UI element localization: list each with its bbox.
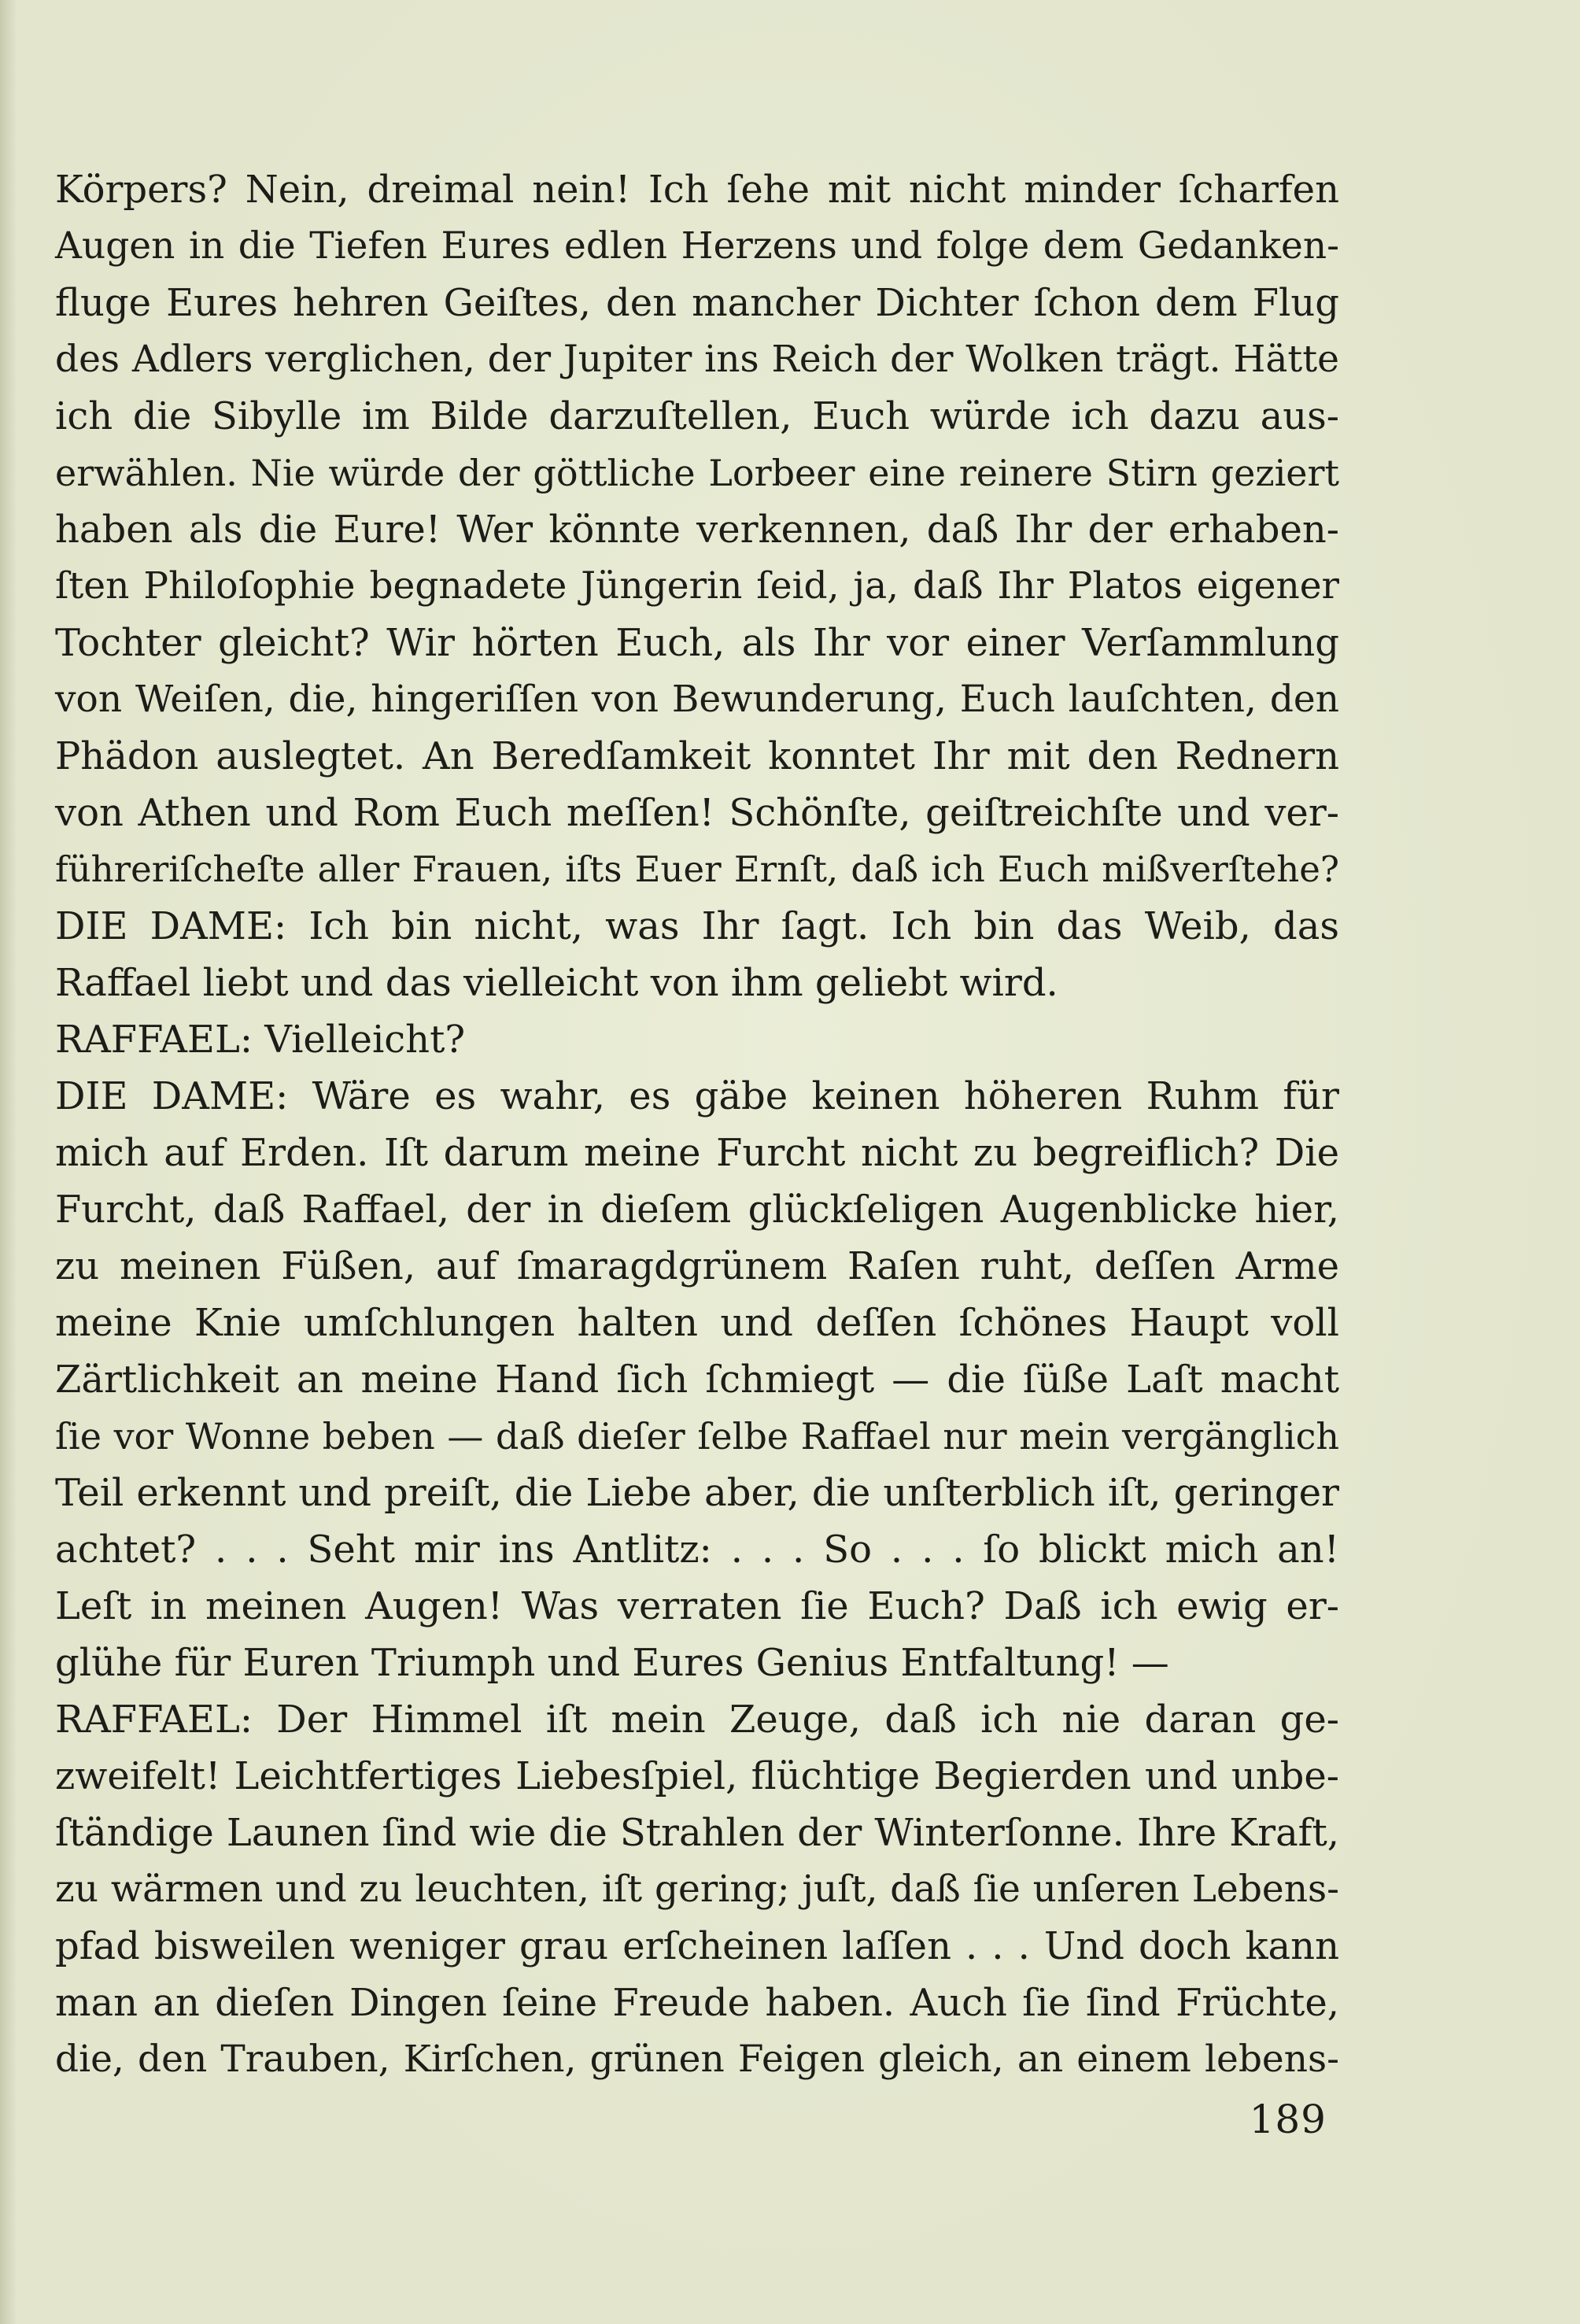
- text-line: mich auf Erden. Iſt darum meine Furcht nicht zu begreiflich? Die: [55, 1131, 1339, 1175]
- text-line: von Weiſen, die, hingeriſſen von Bewunderung, Euch lauſchten, den: [55, 678, 1339, 721]
- text-line: glühe für Euren Triumph und Eures Genius Entfaltung! —: [55, 1641, 1169, 1685]
- text-line: zu wärmen und zu leuchten, iſt gering; juſt, daß ſie unſeren Lebens-: [55, 1868, 1339, 1911]
- text-line: Augen in die Tiefen Eures edlen Herzens und folge dem Gedanken-: [55, 224, 1339, 268]
- text-line: zu meinen Füßen, auf ſmaragdgrünem Raſen ruht, deſſen Arme: [55, 1244, 1339, 1288]
- text-line: RAFFAEL: Der Himmel iſt mein Zeuge, daß ich nie daran ge-: [55, 1698, 1339, 1742]
- text-line: Furcht, daß Raffael, der in dieſem glückſeligen Augenblicke hier,: [55, 1188, 1339, 1232]
- text-line: fluge Eures hehren Geiſtes, den mancher Dichter ſchon dem Flug: [55, 281, 1339, 325]
- text-line: Tochter gleicht? Wir hörten Euch, als Ihr vor einer Verſammlung: [55, 621, 1339, 665]
- text-line: ſtändige Launen ſind wie die Strahlen der Winterſonne. Ihre Kraft,: [55, 1811, 1339, 1855]
- text-line: führeriſcheſte aller Frauen, iſts Euer Ernſt, daß ich Euch mißverſtehe?: [55, 848, 1339, 890]
- text-line: Körpers? Nein, dreimal nein! Ich ſehe mit nicht minder ſcharfen: [55, 168, 1339, 212]
- body-text: [55, 161, 1339, 2088]
- text-line: pfad bisweilen weniger grau erſcheinen laſſen . . . Und doch kann: [55, 1924, 1339, 1968]
- text-line: Teil erkennt und preiſt, die Liebe aber, die unſterblich iſt, geringer: [55, 1471, 1339, 1515]
- text-line: DIE DAME: Wäre es wahr, es gäbe keinen höheren Ruhm für: [55, 1074, 1339, 1118]
- text-line: Phädon auslegtet. An Beredſamkeit konntet Ihr mit den Rednern: [55, 734, 1339, 778]
- text-line: ſten Philoſophie begnadete Jüngerin ſeid, ja, daß Ihr Platos eigener: [55, 564, 1339, 608]
- page-number: 189: [1249, 2097, 1327, 2142]
- text-line: von Athen und Rom Euch meſſen! Schönſte, geiſtreichſte und ver-: [55, 791, 1339, 835]
- text-line: achtet? . . . Seht mir ins Antlitz: . . . So . . . ſo blickt mich an!: [55, 1528, 1339, 1572]
- text-line: Leſt in meinen Augen! Was verraten ſie Euch? Daß ich ewig er-: [55, 1584, 1339, 1628]
- page-edge-shadow: [0, 0, 17, 2324]
- text-line: RAFFAEL: Vielleicht?: [55, 1018, 466, 1062]
- text-line: des Adlers verglichen, der Jupiter ins Reich der Wolken trägt. Hätte: [55, 338, 1339, 381]
- text-line: ich die Sibylle im Bilde darzuſtellen, Euch würde ich dazu aus-: [55, 394, 1339, 438]
- text-line: erwählen. Nie würde der göttliche Lorbeer eine reinere Stirn geziert: [55, 452, 1339, 494]
- text-line: Zärtlichkeit an meine Hand ſich ſchmiegt — die ſüße Laſt macht: [55, 1358, 1339, 1402]
- text-line: Raffael liebt und das vielleicht von ihm geliebt wird.: [55, 961, 1058, 1005]
- text-line: zweifelt! Leichtfertiges Liebesſpiel, flüchtige Begierden und unbe-: [55, 1754, 1339, 1798]
- text-line: meine Knie umſchlungen halten und deſſen ſchönes Haupt voll: [55, 1301, 1339, 1345]
- text-line: man an dieſen Dingen ſeine Freude haben. Auch ſie ſind Früchte,: [55, 1981, 1339, 2025]
- text-line: die, den Trauben, Kirſchen, grünen Feigen gleich, an einem lebens-: [55, 2038, 1339, 2081]
- text-line: ſie vor Wonne beben — daß dieſer ſelbe Raffael nur mein vergänglich: [55, 1415, 1339, 1458]
- text-line: DIE DAME: Ich bin nicht, was Ihr ſagt. Ich bin das Weib, das: [55, 904, 1339, 948]
- text-line: haben als die Eure! Wer könnte verkennen, daß Ihr der erhaben-: [55, 508, 1339, 552]
